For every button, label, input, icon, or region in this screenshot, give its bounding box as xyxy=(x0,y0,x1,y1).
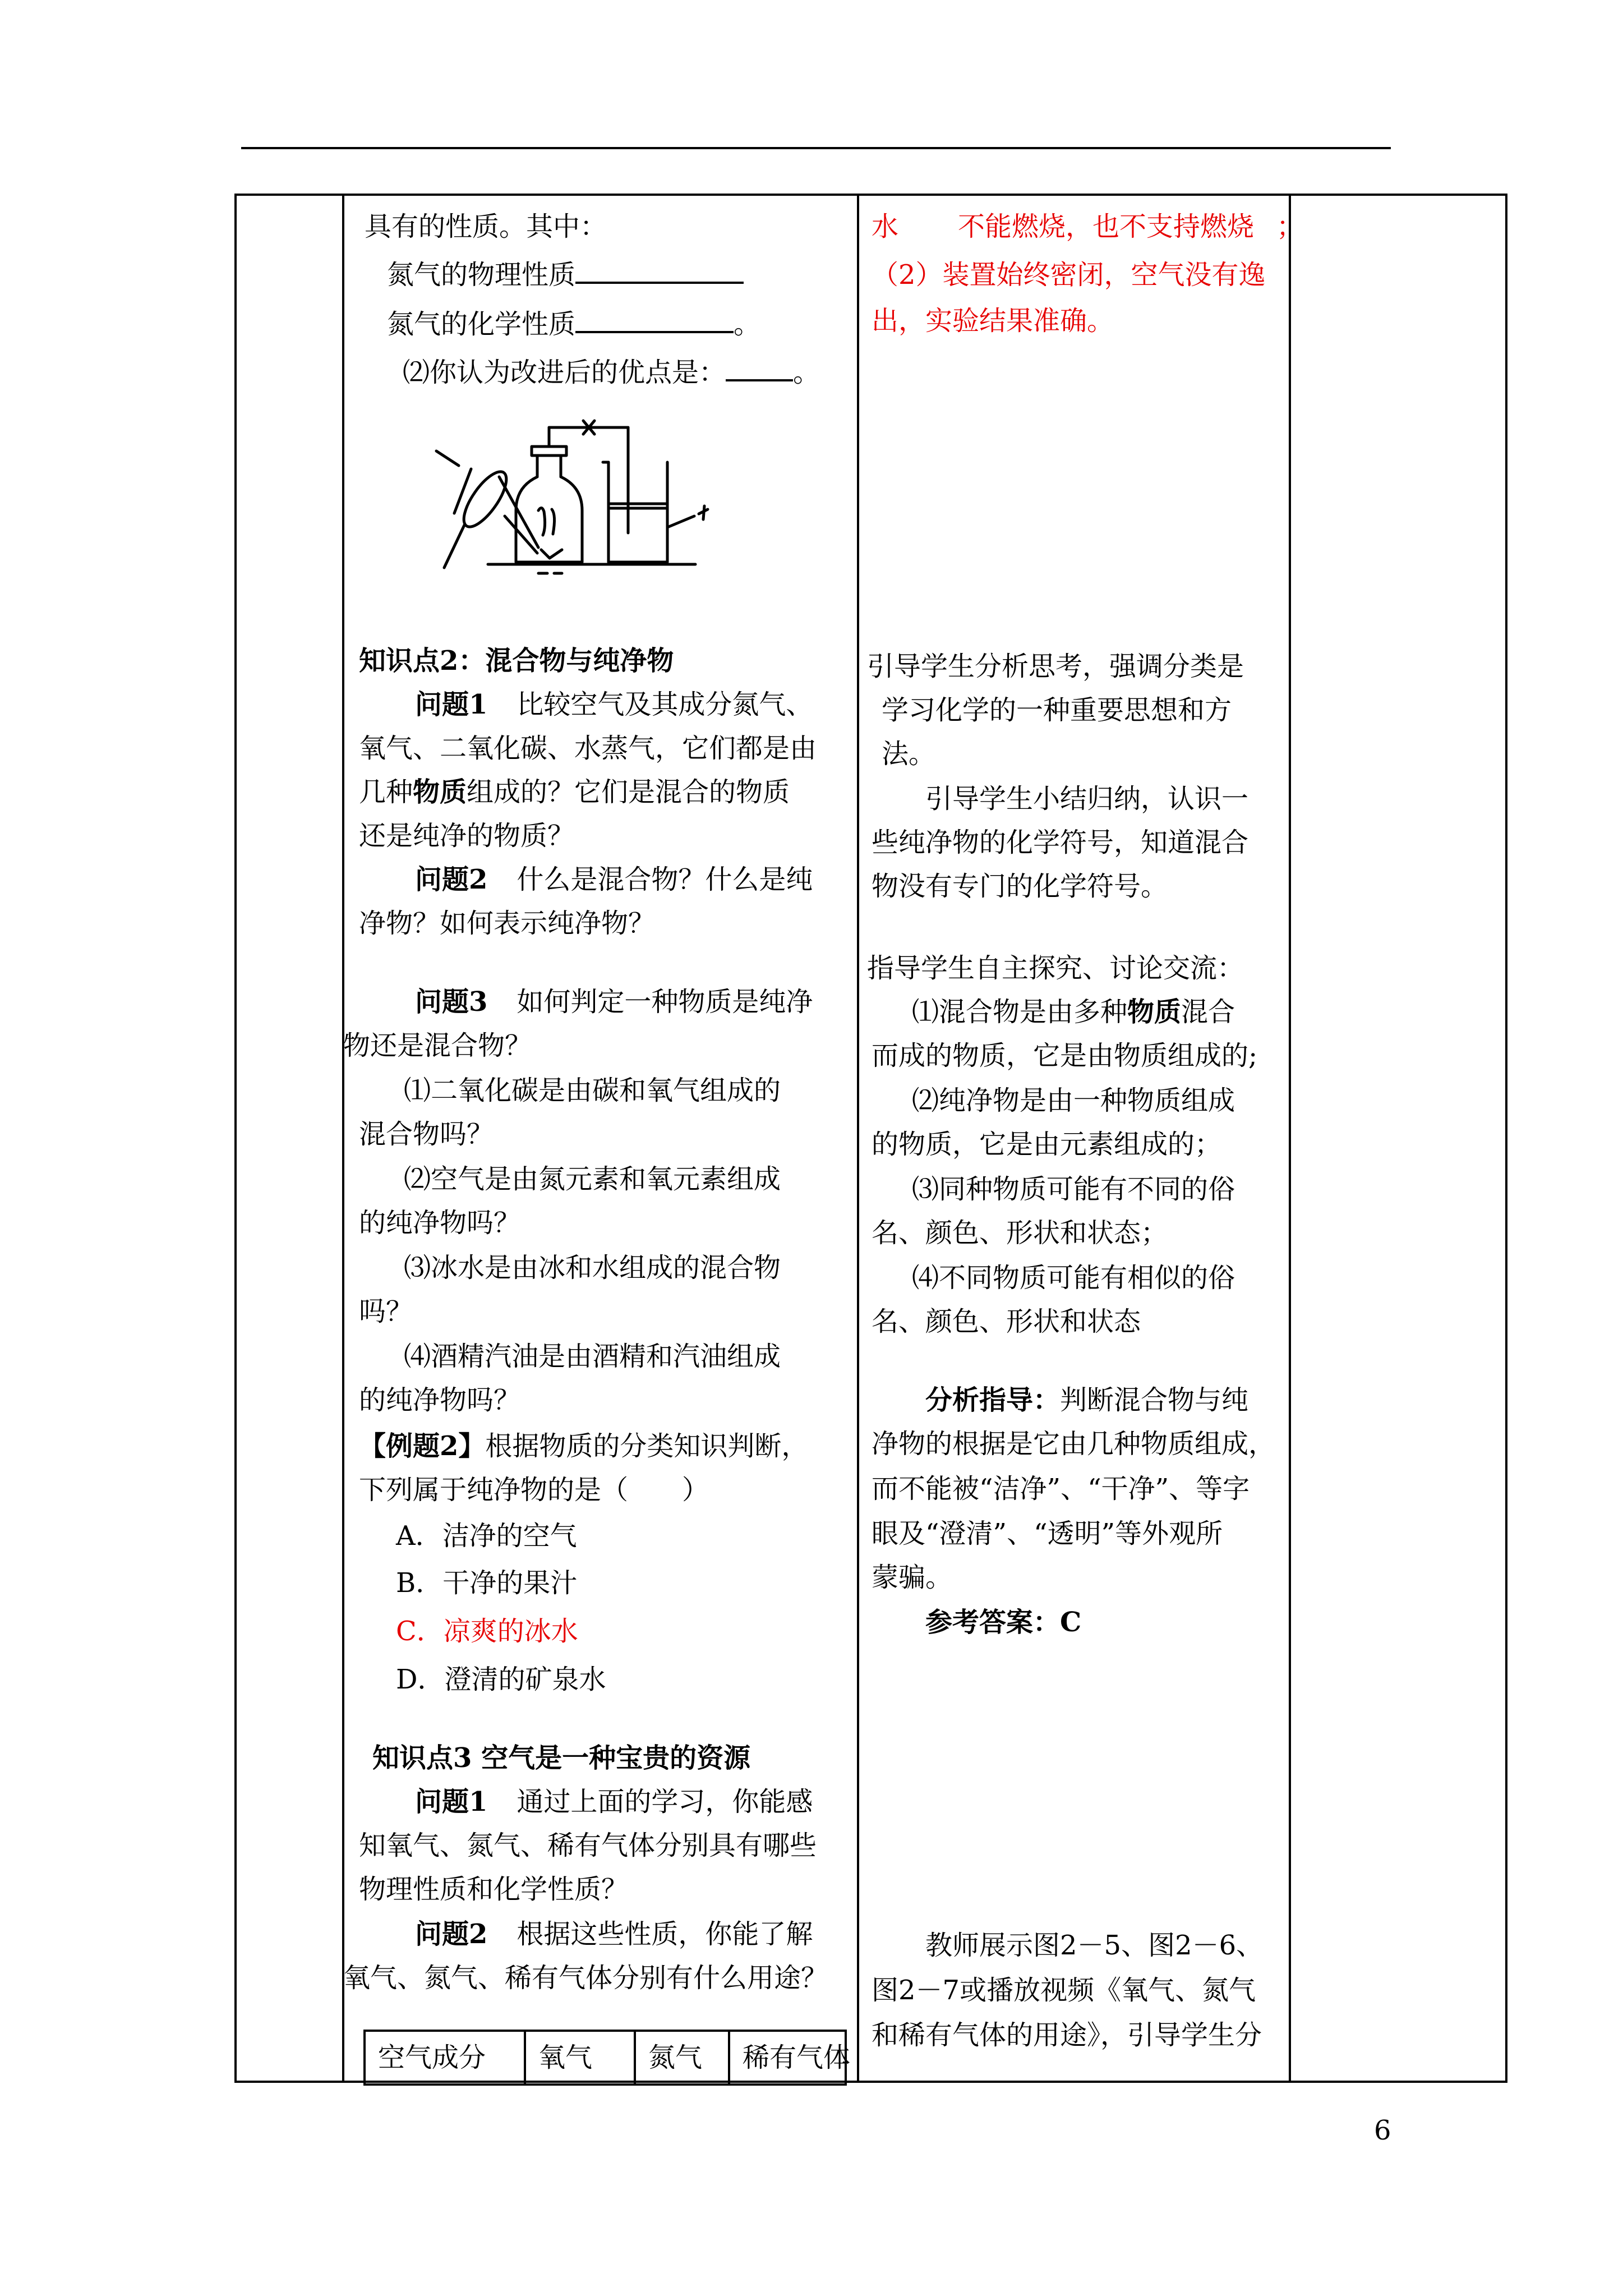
punct: 。 xyxy=(793,357,820,388)
question-label: 问题2 xyxy=(415,864,488,895)
guide-text: 蒙骗。 xyxy=(872,1562,953,1593)
answer-blank xyxy=(726,355,793,381)
knowledge-point-3-title: 知识点3 空气是一种宝贵的资源 xyxy=(372,1742,751,1774)
example-2 xyxy=(359,1424,808,1469)
text-line: 的纯净物吗？ xyxy=(359,1207,521,1239)
label: ⑵你认为改进后的优点是： xyxy=(403,357,726,388)
k3-question-1 xyxy=(415,1779,813,1824)
example-text: 根据物质的分类知识判断， xyxy=(485,1430,809,1462)
k3-question-2 xyxy=(415,1912,813,1957)
question-text: 根据这些性质，你能了解 xyxy=(517,1918,813,1950)
text: 组成的？它们是混合的物质 xyxy=(467,776,790,808)
sub-question-1: ⑴二氧化碳是由碳和氧气组成的 xyxy=(404,1075,781,1106)
reference-answer: 参考答案：C xyxy=(925,1607,1082,1638)
table-header-oxygen: 氧气 xyxy=(524,2032,634,2083)
text-line: 知氧气、氮气、稀有气体分别具有哪些 xyxy=(359,1830,817,1861)
option-a: A．洁净的空气 xyxy=(396,1520,577,1552)
guide-title: 指导学生自主探究、讨论交流： xyxy=(867,953,1244,984)
answer-text: 不能燃烧，也不支持燃烧 xyxy=(958,211,1255,242)
table-header-component: 空气成分 xyxy=(378,2042,486,2073)
question-label: 问题1 xyxy=(415,689,488,720)
table-divider-3 xyxy=(1289,194,1291,2083)
analysis-text: 判断混合物与纯 xyxy=(1060,1384,1249,1416)
sub-question-4: ⑷酒精汽油是由酒精和汽油组成 xyxy=(404,1341,781,1372)
example-label: 【例题2】 xyxy=(359,1430,486,1462)
k2-question-3 xyxy=(415,979,813,1024)
analysis-label: 分析指导： xyxy=(925,1384,1061,1416)
answer-text: 水 xyxy=(872,211,899,242)
label: 氮气的化学性质 xyxy=(387,309,576,340)
guide-text: 名、颜色、形状和状态； xyxy=(872,1217,1168,1249)
sub-question-2: ⑵空气是由氮元素和氧元素组成 xyxy=(404,1163,781,1195)
answer-line-1 xyxy=(872,204,1303,249)
guide-text: 引导学生小结归纳，认识一 xyxy=(925,783,1249,815)
question-text: 如何判定一种物质是纯净 xyxy=(517,986,813,1018)
text-line: 混合物吗？ xyxy=(359,1119,494,1150)
guide-text: 的物质，它是由元素组成的； xyxy=(872,1129,1222,1160)
question-label: 问题1 xyxy=(415,1786,488,1818)
table-header-nitrogen: 氮气 xyxy=(634,2032,728,2083)
guide-text: 法。 xyxy=(882,738,936,770)
answer-blank xyxy=(575,307,734,333)
text: 混合 xyxy=(1181,996,1235,1028)
guide-text: 而不能被“洁净”、“干净”、等字 xyxy=(872,1473,1250,1504)
nitrogen-chemical-line xyxy=(387,302,760,347)
answer-line-2: （2）装置始终密闭，空气没有逸 xyxy=(872,259,1266,291)
text-line: 物理性质和化学性质？ xyxy=(359,1874,629,1905)
guide-text: 学习化学的一种重要思想和方 xyxy=(882,694,1232,726)
answer-blank xyxy=(575,257,744,284)
text-line: 氧气、二氧化碳、水蒸气，它们都是由 xyxy=(359,733,817,764)
question-label: 问题2 xyxy=(415,1918,488,1950)
table-divider-1 xyxy=(342,194,344,2083)
text-line: 还是纯净的物质？ xyxy=(359,820,575,852)
table-divider-2 xyxy=(857,194,859,2083)
text-line: 吗？ xyxy=(359,1296,413,1327)
guide-text: 些纯净物的化学符号，知道混合 xyxy=(872,827,1249,858)
apparatus-illustration xyxy=(432,415,723,583)
text-line: 的纯净物吗？ xyxy=(359,1384,521,1416)
guide-text: 物没有专门的化学符号。 xyxy=(872,871,1168,902)
question-text: 什么是混合物？什么是纯 xyxy=(517,864,813,895)
punct: ； xyxy=(1276,211,1304,242)
text-line: 下列属于纯净物的是（ ） xyxy=(359,1474,709,1506)
page-number: 6 xyxy=(1374,2115,1391,2146)
guide-point-4: ⑷不同物质可能有相似的俗 xyxy=(912,1262,1235,1294)
advantage-question xyxy=(403,350,820,395)
option-c-correct: C．凉爽的冰水 xyxy=(396,1616,578,1647)
label: 氮气的物理性质 xyxy=(387,259,576,291)
question-text: 比较空气及其成分氮气、 xyxy=(517,689,813,720)
bold-text: 物质 xyxy=(1127,996,1182,1028)
guide-text: 眼及“澄清”、“透明”等外观所 xyxy=(872,1518,1223,1549)
text: ⑴混合物是由多种 xyxy=(912,996,1128,1028)
guide-text: 引导学生分析思考，强调分类是 xyxy=(867,651,1244,682)
bold-text: 物质 xyxy=(413,776,467,808)
teacher-demo-text: 教师展示图2－5、图2－6、 xyxy=(925,1930,1264,1961)
guide-text: 而成的物质，它是由物质组成的; xyxy=(872,1040,1258,1071)
k2-question-1 xyxy=(415,682,813,727)
sub-question-3: ⑶冰水是由冰和水组成的混合物 xyxy=(404,1252,781,1283)
guide-point-2: ⑵纯净物是由一种物质组成 xyxy=(912,1085,1235,1116)
header-rule xyxy=(241,147,1391,149)
punct: 。 xyxy=(734,309,761,340)
analysis-guide xyxy=(925,1378,1248,1423)
guide-text: 和稀有气体的用途》，引导学生分 xyxy=(872,2019,1262,2051)
table-header-noble-gas: 稀有气体 xyxy=(728,2032,845,2083)
text-line: 净物？如何表示纯净物？ xyxy=(359,908,656,939)
k2-question-2 xyxy=(415,857,813,902)
guide-text: 净物的根据是它由几种物质组成， xyxy=(872,1428,1276,1460)
option-b: B．干净的果汁 xyxy=(396,1567,578,1599)
text-line: 氧气、氮气、稀有气体分别有什么用途？ xyxy=(343,1962,828,1994)
gas-uses-table xyxy=(363,2030,851,2086)
question-label: 问题3 xyxy=(415,986,488,1018)
text-line: 物还是混合物？ xyxy=(343,1030,532,1061)
guide-text: 名、颜色、形状和状态 xyxy=(872,1306,1141,1337)
text: 几种 xyxy=(359,776,413,808)
option-d: D．澄清的矿泉水 xyxy=(396,1664,606,1695)
guide-point-3: ⑶同种物质可能有不同的俗 xyxy=(912,1174,1235,1205)
text-line: 具有的性质。其中： xyxy=(365,211,607,242)
guide-point-1 xyxy=(912,990,1235,1034)
guide-text: 图2－7或播放视频《氧气、氮气 xyxy=(872,1975,1256,2006)
answer-line-3: 出，实验结果准确。 xyxy=(872,305,1114,337)
question-text: 通过上面的学习，你能感 xyxy=(517,1786,813,1818)
knowledge-point-2-title: 知识点2：混合物与纯净物 xyxy=(359,645,674,677)
nitrogen-physical-line xyxy=(387,252,744,297)
text-line xyxy=(359,770,790,815)
